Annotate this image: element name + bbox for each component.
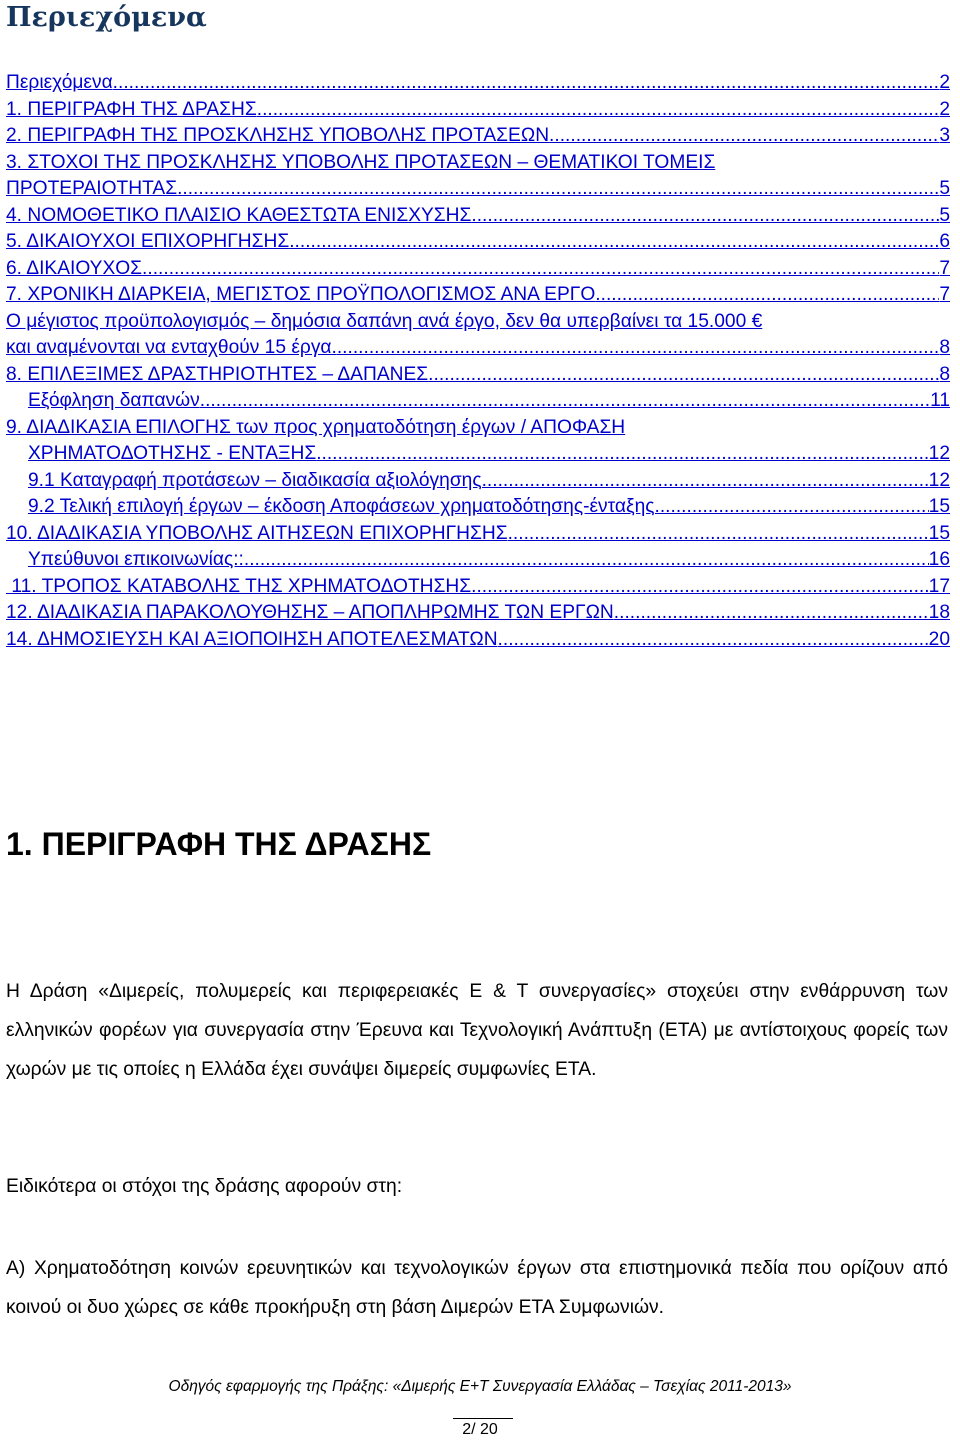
- toc-page-number[interactable]: 20: [928, 628, 950, 650]
- toc-page-number[interactable]: 5: [939, 204, 950, 226]
- toc-page-number[interactable]: 6: [939, 231, 950, 252]
- toc-page-number[interactable]: 15: [928, 496, 950, 517]
- toc-entry[interactable]: [6, 123, 950, 150]
- toc-entry-text[interactable]: 9. ΔΙΑΔΙΚΑΣΙΑ ΕΠΙΛΟΓΗΣ των προς χρηματοδότηση έργων / ΑΠΟΦΑΣΗ: [6, 416, 626, 438]
- toc-entry[interactable]: [6, 494, 950, 521]
- toc-entry[interactable]: [6, 203, 950, 230]
- toc-leader: [508, 521, 929, 548]
- toc-page-number[interactable]: 16: [928, 549, 950, 570]
- toc-leader: [549, 123, 939, 150]
- toc-page-number[interactable]: 11: [930, 390, 950, 411]
- toc-leader: [200, 388, 930, 415]
- toc-entry[interactable]: [6, 547, 950, 574]
- toc-entry-line[interactable]: [6, 150, 950, 177]
- toc-entry[interactable]: [6, 335, 950, 362]
- table-of-contents: [6, 70, 950, 653]
- toc-page-number[interactable]: 17: [928, 575, 950, 597]
- body-paragraph: Η Δράση «Διμερείς, πολυμερείς και περιφερειακές Ε & Τ συνεργασίες» στοχεύει στην ενθάρρυνση των ελληνικών φορέων για συνεργασία στην Έρευνα και Τεχνολογική Ανάπτυξη (ΕΤΑ) με αντίστοιχους φορείς των χωρών με τις οποίες η Ελλάδα έχει συνάψει διμερείς συμφωνίες ΕΤΑ.: [6, 981, 948, 1080]
- toc-entry[interactable]: [6, 176, 950, 203]
- toc-entry[interactable]: [6, 388, 950, 415]
- body-paragraph: Ειδικότερα οι στόχοι της δράσης αφορούν στη:: [6, 1176, 403, 1197]
- toc-entry-text[interactable]: Εξόφληση δαπανών: [28, 390, 200, 411]
- toc-entry-text[interactable]: 3. ΣΤΟΧΟΙ ΤΗΣ ΠΡΟΣΚΛΗΣΗΣ ΥΠΟΒΟΛΗΣ ΠΡΟΤΑΣΕΩΝ – ΘΕΜΑΤΙΚΟΙ ΤΟΜΕΙΣ: [6, 151, 716, 173]
- toc-entry[interactable]: [6, 229, 950, 256]
- toc-entry-text-continued[interactable]: και αναμένονται να ενταχθούν 15 έργα.: [6, 337, 337, 358]
- toc-leader: [337, 335, 939, 362]
- toc-entry[interactable]: [6, 282, 950, 309]
- toc-entry[interactable]: [6, 574, 950, 601]
- toc-page-number[interactable]: 2: [939, 72, 950, 93]
- page-number: 2/ 20: [462, 1421, 498, 1438]
- toc-leader: [655, 494, 929, 521]
- toc-entry-line[interactable]: [6, 309, 950, 336]
- toc-leader: [244, 547, 929, 574]
- toc-entry[interactable]: [6, 256, 950, 283]
- toc-leader: [482, 468, 929, 495]
- toc-entry-text[interactable]: 9.1 Καταγραφή προτάσεων – διαδικασία αξιολόγησης: [28, 469, 482, 491]
- toc-title: Περιεχόμενα: [6, 2, 207, 33]
- toc-entry-text-continued[interactable]: ΠΡΟΤΕΡΑΙΟΤΗΤΑΣ: [6, 178, 178, 199]
- toc-entry-text-continued[interactable]: ΧΡΗΜΑΤΟΔΟΤΗΣΗΣ - ΕΝΤΑΞΗΣ: [28, 443, 317, 464]
- toc-page-number[interactable]: 8: [939, 337, 950, 358]
- toc-page-number[interactable]: 5: [939, 178, 950, 199]
- toc-entry[interactable]: [6, 70, 950, 97]
- toc-entry[interactable]: [6, 600, 950, 627]
- toc-page-number[interactable]: 8: [939, 363, 950, 385]
- toc-entry-text[interactable]: 5. ΔΙΚΑΙΟΥΧΟΙ ΕΠΙΧΟΡΗΓΗΣΗΣ: [6, 231, 290, 252]
- toc-entry[interactable]: [6, 468, 950, 495]
- toc-leader: [498, 627, 929, 654]
- toc-page-number[interactable]: 12: [928, 469, 950, 491]
- toc-entry[interactable]: [6, 362, 950, 389]
- body-paragraph: Α) Χρηματοδότηση κοινών ερευνητικών και τεχνολογικών έργων στα επιστημονικά πεδία που ορίζουν από κοινού οι δυο χώρες σε κάθε προκήρυξη στη βάση Διμερών ΕΤΑ Συμφωνιών.: [6, 1258, 948, 1318]
- toc-entry-text[interactable]: 8. ΕΠΙΛΕΞΙΜΕΣ ΔΡΑΣΤΗΡΙΟΤΗΤΕΣ – ΔΑΠΑΝΕΣ: [6, 363, 429, 385]
- toc-entry-text[interactable]: Ο μέγιστος προϋπολογισμός – δημόσια δαπάνη ανά έργο, δεν θα υπερβαίνει τα 15.000 €: [6, 310, 763, 332]
- toc-leader: [428, 362, 939, 389]
- section-heading: 1. ΠΕΡΙΓΡΑΦΗ ΤΗΣ ΔΡΑΣΗΣ: [6, 826, 432, 862]
- toc-entry-line[interactable]: [6, 415, 950, 442]
- footer-rule: [453, 1418, 513, 1419]
- toc-entry-text[interactable]: Υπεύθυνοι επικοινωνίας::: [28, 549, 244, 570]
- toc-entry[interactable]: [6, 627, 950, 654]
- toc-entry-text[interactable]: 10. ΔΙΑΔΙΚΑΣΙΑ ΥΠΟΒΟΛΗΣ ΑΙΤΗΣΕΩΝ ΕΠΙΧΟΡΗΓΗΣΗΣ: [6, 522, 508, 544]
- toc-page-number[interactable]: 3: [939, 125, 950, 146]
- toc-entry-text[interactable]: 4. ΝΟΜΟΘΕΤΙΚΟ ΠΛΑΙΣΙΟ ΚΑΘΕΣΤΩΤΑ ΕΝΙΣΧΥΣΗΣ: [6, 204, 472, 226]
- toc-entry[interactable]: [6, 441, 950, 468]
- toc-entry[interactable]: [6, 97, 950, 124]
- toc-entry-text[interactable]: 7. ΧΡΟΝΙΚΗ ΔΙΑΡΚΕΙΑ, ΜΕΓΙΣΤΟΣ ΠΡΟΫΠΟΛΟΓΙΣΜΟΣ ΑΝΑ ΕΡΓΟ: [6, 284, 596, 305]
- toc-leader: [595, 282, 939, 309]
- toc-entry-text[interactable]: 6. ΔΙΚΑΙΟΥΧΟΣ: [6, 257, 143, 279]
- toc-page-number[interactable]: 12: [928, 443, 950, 464]
- toc-leader: [257, 97, 940, 124]
- toc-entry[interactable]: [6, 521, 950, 548]
- toc-leader: [177, 176, 939, 203]
- toc-leader: [316, 441, 928, 468]
- toc-leader: [614, 600, 929, 627]
- toc-leader: [142, 256, 939, 283]
- toc-page-number[interactable]: 2: [939, 98, 950, 120]
- toc-page-number[interactable]: 15: [928, 522, 950, 544]
- toc-page-number[interactable]: 7: [939, 257, 950, 279]
- toc-entry-text[interactable]: 12. ΔΙΑΔΙΚΑΣΙΑ ΠΑΡΑΚΟΛΟΥΘΗΣΗΣ – ΑΠΟΠΛΗΡΩΜΗΣ ΤΩΝ ΕΡΓΩΝ: [6, 602, 614, 623]
- toc-entry-text[interactable]: 14. ΔΗΜΟΣΙΕΥΣΗ ΚΑΙ ΑΞΙΟΠΟΙΗΣΗ ΑΠΟΤΕΛΕΣΜΑΤΩΝ: [6, 628, 498, 650]
- footer-text: Οδηγός εφαρμογής της Πράξης: «Διμερής Ε+Τ Συνεργασία Ελλάδας – Τσεχίας 2011-2013»: [168, 1378, 792, 1395]
- toc-entry-text[interactable]: 1. ΠΕΡΙΓΡΑΦΗ ΤΗΣ ΔΡΑΣΗΣ: [6, 98, 257, 120]
- toc-leader: [289, 229, 939, 256]
- toc-leader: [113, 70, 940, 97]
- toc-leader: [471, 574, 929, 601]
- toc-entry-text[interactable]: 2. ΠΕΡΙΓΡΑΦΗ ΤΗΣ ΠΡΟΣΚΛΗΣΗΣ ΥΠΟΒΟΛΗΣ ΠΡΟΤΑΣΕΩΝ: [6, 125, 550, 146]
- toc-entry-text[interactable]: 9.2 Τελική επιλογή έργων – έκδοση Αποφάσεων χρηματοδότησης-ένταξης: [28, 496, 655, 517]
- toc-entry-text[interactable]: 11. ΤΡΟΠΟΣ ΚΑΤΑΒΟΛΗΣ ΤΗΣ ΧΡΗΜΑΤΟΔΟΤΗΣΗΣ: [6, 575, 472, 597]
- toc-page-number[interactable]: 18: [928, 602, 950, 623]
- toc-page-number[interactable]: 7: [939, 284, 950, 305]
- toc-entry-text[interactable]: Περιεχόμενα: [6, 72, 113, 93]
- toc-leader: [471, 203, 939, 230]
